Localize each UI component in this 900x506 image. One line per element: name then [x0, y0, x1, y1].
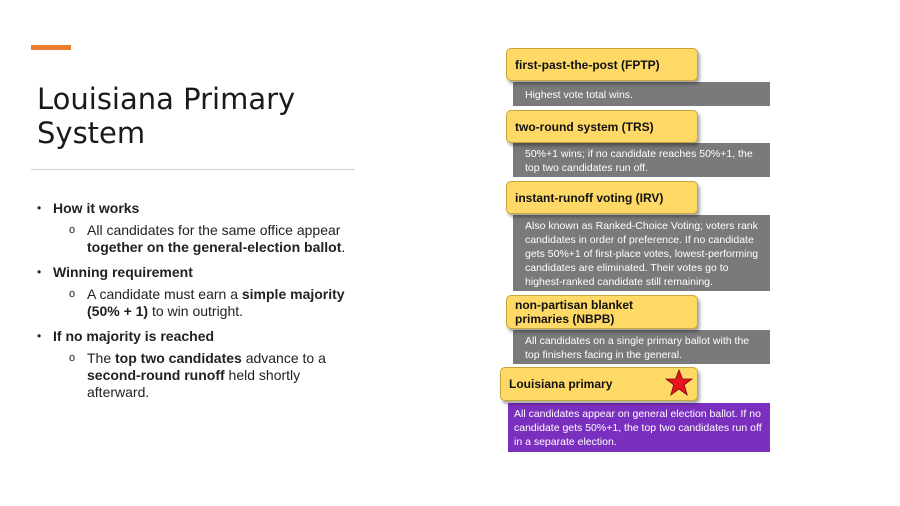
text-run-bold: top two candidates: [115, 350, 242, 366]
bullet-no-majority: [37, 328, 357, 401]
description-text: Also known as Ranked-Choice Voting; voters rank candidates in order of preference. If no candidate gets 50%+1 of first-place votes, lowest-performing candidates are eliminated. Their votes go to highest-ranked candidate still remaining.: [525, 220, 759, 288]
trs-label: [506, 110, 698, 143]
text-run: All candidates for the same office appear: [87, 222, 341, 238]
sub-bullet: [37, 222, 357, 256]
irv-label: [506, 181, 698, 214]
sub-bullet: [37, 350, 357, 401]
bullet-list: [37, 200, 357, 409]
accent-bar: [31, 45, 71, 50]
sub-bullet-text: [87, 350, 349, 401]
system-name: Louisiana primary: [509, 377, 613, 391]
bullet-dot-icon: •: [37, 201, 42, 215]
circle-bullet-icon: o: [69, 224, 76, 236]
system-name: non-partisan blanket primaries (NBPB): [515, 298, 634, 326]
text-run: advance to a: [241, 350, 326, 366]
text-run: held shortly afterward.: [87, 367, 301, 400]
slide-title: Louisiana Primary System: [37, 82, 296, 150]
system-name: instant-runoff voting (IRV): [515, 190, 664, 205]
fptp-description: [513, 82, 770, 106]
title-divider: [31, 169, 355, 170]
bullet-winning-requirement: [37, 264, 357, 320]
bullet-dot-icon: •: [37, 329, 42, 343]
system-name: two-round system (TRS): [515, 119, 654, 134]
louisiana-description: [508, 403, 770, 452]
sub-bullet-text: [87, 286, 349, 320]
text-run-bold: second-round runoff: [87, 367, 225, 383]
text-run-bold: simple majority (50% + 1): [87, 286, 345, 319]
text-run-bold: together on the general-election ballot: [87, 239, 342, 255]
description-text: All candidates appear on general election ballot. If no candidate gets 50%+1, the top two candidates run off in a separate election.: [514, 408, 762, 448]
text-run: The: [87, 350, 116, 366]
louisiana-label: [500, 367, 698, 401]
system-name: first-past-the-post (FPTP): [515, 57, 660, 72]
nbpb-label: [506, 295, 698, 329]
text-run: A candidate must earn a: [87, 286, 242, 302]
irv-description: [513, 215, 770, 291]
bullet-label: How it works: [53, 200, 140, 216]
nbpb-description: [513, 330, 770, 364]
fptp-label: [506, 48, 698, 81]
description-text: 50%+1 wins; if no candidate reaches 50%+1, the top two candidates run off.: [525, 148, 753, 174]
bullet-dot-icon: •: [37, 265, 42, 279]
trs-description: [513, 143, 770, 177]
text-run: .: [341, 239, 346, 255]
circle-bullet-icon: o: [69, 352, 76, 364]
circle-bullet-icon: o: [69, 288, 76, 300]
sub-bullet: [37, 286, 357, 320]
bullet-label: If no majority is reached: [53, 328, 215, 344]
bullet-label: Winning requirement: [53, 264, 193, 280]
description-text: Highest vote total wins.: [525, 89, 633, 101]
text-run: to win outright.: [148, 303, 244, 319]
description-text: All candidates on a single primary ballot with the top finishers facing in the general.: [525, 335, 750, 361]
bullet-how-it-works: [37, 200, 357, 256]
sub-bullet-text: [87, 222, 349, 256]
